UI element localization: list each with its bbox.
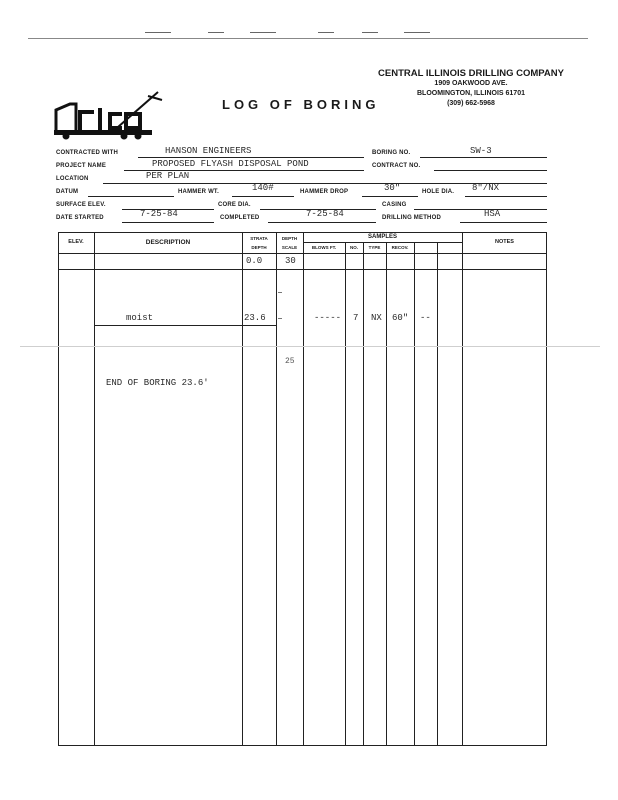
project-name-value: PROPOSED FLYASH DISPOSAL POND: [152, 159, 309, 169]
company-phone: (309) 662-5968: [447, 100, 495, 107]
hole-dia-line: [465, 196, 547, 197]
row-sample-no: 7: [353, 313, 359, 323]
first-row-rule: [58, 269, 547, 270]
col-divider-extra: [437, 242, 438, 746]
col-divider-recov: [414, 242, 415, 746]
core-dia-label: CORE DIA.: [218, 202, 251, 208]
hole-dia-value: 8"/NX: [472, 183, 500, 193]
start-scale: 30: [285, 256, 296, 266]
row-extra: --: [420, 313, 431, 323]
top-rule-segment: [208, 32, 224, 33]
start-strata-depth: 0.0: [246, 256, 263, 266]
header-depth: DEPTH: [281, 236, 298, 241]
boring-no-label: BORING NO.: [372, 150, 411, 156]
row-recovery: 60": [392, 313, 409, 323]
hammer-drop-label: HAMMER DROP: [300, 189, 349, 195]
company-address: 1909 OAKWOOD AVE.: [434, 80, 508, 87]
hammer-wt-value: 140#: [252, 183, 274, 193]
completed-label: COMPLETED: [220, 215, 260, 221]
scale-mark-25: 25: [285, 357, 295, 366]
header-notes: NOTES: [495, 239, 514, 245]
row-sample-type: NX: [371, 313, 382, 323]
casing-line: [414, 209, 547, 210]
date-started-line: [122, 222, 214, 223]
scale-tick: [278, 292, 282, 293]
header-scale: SCALE: [281, 245, 298, 250]
col-divider-blows: [345, 242, 346, 746]
row-strata-depth: 23.6: [244, 313, 266, 323]
header-elev: ELEV.: [68, 239, 84, 245]
datum-line: [88, 196, 174, 197]
col-divider-strata: [276, 232, 277, 746]
location-value: PER PLAN: [146, 171, 190, 181]
document-title: LOG OF BORING: [222, 97, 380, 112]
date-started-label: DATE STARTED: [56, 215, 104, 221]
boring-no-line: [420, 157, 547, 158]
row-blows: -----: [314, 313, 342, 323]
company-logo: [52, 90, 164, 140]
samples-header-rule: [303, 242, 462, 243]
boring-no-value: SW-3: [470, 146, 492, 156]
col-divider-description: [242, 232, 243, 746]
top-rule-segment: [145, 32, 171, 33]
hole-dia-label: HOLE DIA.: [422, 189, 455, 195]
completed-value: 7-25-84: [306, 209, 344, 219]
top-rule: [28, 38, 588, 39]
drilling-method-value: HSA: [484, 209, 501, 219]
header-description: DESCRIPTION: [145, 239, 191, 246]
drilling-method-line: [460, 222, 547, 223]
hammer-drop-value: 30": [384, 183, 401, 193]
casing-label: CASING: [382, 202, 407, 208]
contract-no-label: CONTRACT NO.: [372, 163, 421, 169]
company-name: CENTRAL ILLINOIS DRILLING COMPANY: [378, 68, 564, 79]
hammer-drop-line: [362, 196, 418, 197]
company-city: BLOOMINGTON, ILLINOIS 61701: [416, 90, 525, 97]
top-rule-segment: [362, 32, 378, 33]
hammer-wt-label: HAMMER WT.: [178, 189, 219, 195]
header-recov: RECOV.: [391, 245, 409, 250]
contract-no-line: [434, 170, 547, 171]
header-strata-depth: DEPTH: [251, 245, 267, 250]
sample-row-rule: [94, 325, 276, 326]
col-divider-type: [386, 242, 387, 746]
col-divider-elev: [94, 232, 95, 746]
header-strata: STRATA: [250, 236, 268, 241]
header-bottom-rule: [58, 253, 547, 254]
header-type: TYPE: [368, 245, 381, 250]
project-name-label: PROJECT NAME: [56, 163, 107, 169]
contracted-with-value: HANSON ENGINEERS: [165, 146, 252, 156]
datum-label: DATUM: [56, 189, 79, 195]
scale-tick: [278, 318, 282, 319]
col-divider-no: [363, 242, 364, 746]
row-description: moist: [126, 313, 154, 323]
date-started-value: 7-25-84: [140, 209, 178, 219]
location-label: LOCATION: [56, 176, 89, 182]
top-rule-segment: [404, 32, 430, 33]
contracted-with-line: [138, 157, 364, 158]
col-divider-scale: [303, 232, 304, 746]
contracted-with-label: CONTRACTED WITH: [56, 150, 118, 156]
header-blows-ft: BLOWS FT.: [311, 245, 337, 250]
drilling-method-label: DRILLING METHOD: [382, 215, 441, 221]
surface-elev-label: SURFACE ELEV.: [56, 202, 106, 208]
header-samples: SAMPLES: [367, 234, 397, 240]
header-no: NO.: [349, 245, 358, 250]
end-of-boring-note: END OF BORING 23.6': [106, 378, 209, 388]
top-rule-segment: [318, 32, 334, 33]
top-rule-segment: [250, 32, 276, 33]
hammer-wt-line: [232, 196, 294, 197]
scan-artifact-line: [20, 346, 600, 347]
completed-line: [268, 222, 376, 223]
col-divider-notes: [462, 232, 463, 746]
